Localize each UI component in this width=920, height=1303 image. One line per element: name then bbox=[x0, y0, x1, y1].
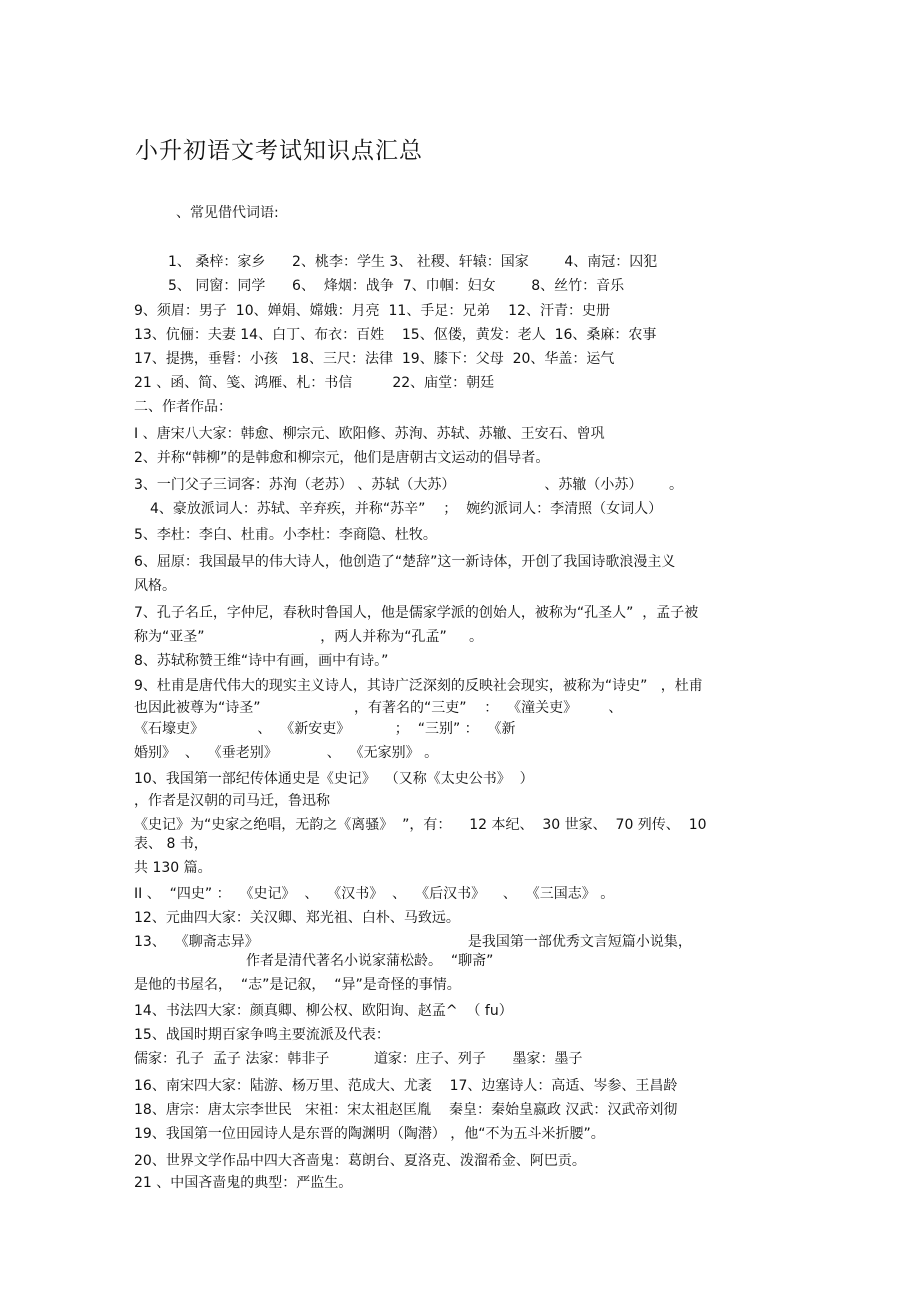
text-line: 《史记》为“史家之绝唱，无韵之《离骚》 ”，有： 12 本纪、 30 世家、 70 列传、 10 bbox=[134, 817, 707, 833]
text-line: 15、战国时期百家争鸣主要流派及代表： bbox=[134, 1027, 390, 1043]
text-line: 18、唐宗：唐太宗李世民 宋祖：宋太祖赵匡胤 秦皇：秦始皇嬴政 汉武：汉武帝刘彻 bbox=[134, 1102, 678, 1118]
text-line: 17、提携，垂髫：小孩 18、三尺：法律 19、膝下：父母 20、华盖：运气 bbox=[134, 351, 615, 367]
text-line: 6、屈原：我国最早的伟大诗人，他创造了“楚辞”这一新诗体，开创了我国诗歌浪漫主义 bbox=[134, 554, 676, 570]
text-line: 5、 同窗：同学 6、 烽烟：战争 7、巾帼：妇女 8、丝竹：音乐 bbox=[168, 278, 625, 294]
text-line: 风格。 bbox=[134, 578, 176, 594]
text-line: ，作者是汉朝的司马迁，鲁迅称 bbox=[134, 793, 330, 809]
text-line: 21 、函、简、笺、鸿雁、札：书信 22、庙堂：朝廷 bbox=[134, 375, 495, 391]
text-line: 13、 《聊斋志异》 是我国第一部优秀文言短篇小说集， bbox=[134, 934, 692, 950]
text-line: 16、南宋四大家：陆游、杨万里、范成大、尤袤 17、边塞诗人：高适、岑参、王昌龄 bbox=[134, 1078, 678, 1094]
text-line: 13、伉俪：夫妻 14、白丁、布衣：百姓 15、伛偻，黄发：老人 16、桑麻：农事 bbox=[134, 327, 657, 343]
text-line: 共 130 篇。 bbox=[134, 860, 212, 876]
text-line: 19、我国第一位田园诗人是东晋的陶渊明（陶潜） ，他“不为五斗米折腰”。 bbox=[134, 1126, 605, 1142]
text-line: 10、我国第一部纪传体通史是《史记》 （又称《太史公书》 ） bbox=[134, 771, 534, 787]
text-line: I 、唐宋八大家：韩愈、柳宗元、欧阳修、苏洵、苏轼、苏辙、王安石、曾巩 bbox=[134, 426, 605, 442]
text-line: 是他的书屋名， “志”是记叙， “异”是奇怪的事情。 bbox=[134, 977, 461, 993]
page-title: 小升初语文考试知识点汇总 bbox=[135, 138, 423, 164]
text-line: 婚别》 、 《垂老别》 、 《无家别》 。 bbox=[134, 745, 439, 761]
text-line: 也因此被尊为“诗圣” ，有著名的“三吏” ： 《潼关吏》 、 bbox=[134, 700, 623, 716]
text-line: II 、 “四史” ： 《史记》 、 《汉书》 、 《后汉书》 、 《三国志》 。 bbox=[134, 886, 615, 902]
text-line: 4、豪放派词人：苏轼、辛弃疾，并称“苏辛” ； 婉约派词人：李清照（女词人） bbox=[150, 501, 663, 517]
text-line: 2、并称“韩柳”的是韩愈和柳宗元，他们是唐朝古文运动的倡导者。 bbox=[134, 450, 550, 466]
text-line: 9、杜甫是唐代伟大的现实主义诗人，其诗广泛深刻的反映社会现实，被称为“诗史” ，杜甫 bbox=[134, 678, 703, 694]
text-line: 《石壕吏》 、 《新安吏》 ； “三别” ： 《新 bbox=[134, 721, 516, 737]
section-heading-authors: 二、作者作品： bbox=[134, 399, 232, 415]
text-line: 7、孔子名丘，字仲尼，春秋时鲁国人，他是儒家学派的创始人，被称为“孔圣人” ，孟子被 bbox=[134, 605, 699, 621]
section-heading-metonymy: 、常见借代词语: bbox=[176, 205, 279, 221]
text-line: 8、苏轼称赞王维“诗中有画，画中有诗。” bbox=[134, 653, 389, 669]
text-line: 表、 8 书， bbox=[134, 836, 208, 852]
text-line: 14、书法四大家：颜真卿、柳公权、欧阳询、赵孟^ （ fu） bbox=[134, 1003, 513, 1019]
text-line: 5、李杜：李白、杜甫。小李杜：李商隐、杜牧。 bbox=[134, 527, 437, 543]
text-line: 称为“亚圣” ，两人并称为“孔孟” 。 bbox=[134, 629, 483, 645]
text-line: 21 、中国吝啬鬼的典型：严监生。 bbox=[134, 1175, 353, 1191]
text-line: 3、一门父子三词客：苏洵（老苏） 、苏轼（大苏） 、苏辙（小苏） 。 bbox=[134, 477, 684, 493]
text-line: 9、须眉：男子 10、婵娟、嫦娥：月亮 11、手足：兄弟 12、汗青：史册 bbox=[134, 303, 610, 319]
text-line: 1、 桑梓：家乡 2、桃李：学生 3、 社稷、轩辕：国家 4、南冠：囚犯 bbox=[168, 254, 658, 270]
text-line: 儒家：孔子 孟子 法家：韩非子 道家：庄子、列子 墨家：墨子 bbox=[134, 1051, 583, 1067]
text-line: 12、元曲四大家：关汉卿、郑光祖、白朴、马致远。 bbox=[134, 910, 460, 926]
text-line: 作者是清代著名小说家蒲松龄。 “聊斋” bbox=[246, 953, 494, 969]
text-line: 20、世界文学作品中四大吝啬鬼：葛朗台、夏洛克、泼溜希金、阿巴贡。 bbox=[134, 1153, 586, 1169]
